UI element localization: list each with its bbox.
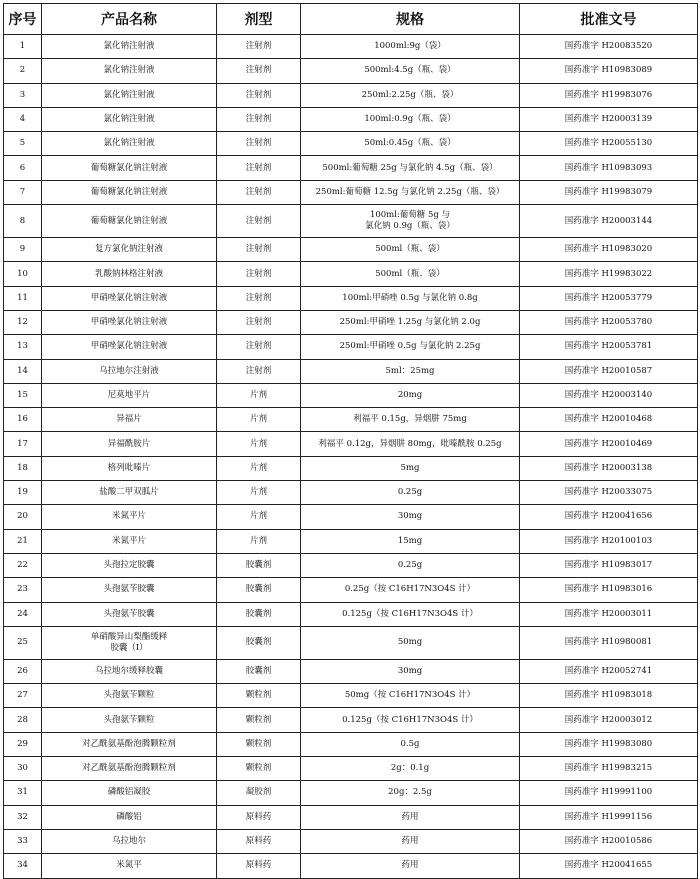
cell-approval-number: 国药准字 H10983020	[520, 238, 698, 262]
cell-specification: 5ml：25mg	[301, 359, 520, 383]
cell-product-name: 葡萄糖氯化钠注射液	[42, 156, 217, 180]
cell-specification: 利福平 0.15g，异烟肼 75mg	[301, 408, 520, 432]
cell-serial-number: 23	[4, 578, 42, 602]
cell-approval-number: 国药准字 H19983076	[520, 83, 698, 107]
cell-specification: 50mg	[301, 626, 520, 659]
cell-product-name: 异福片	[42, 408, 217, 432]
cell-approval-number: 国药准字 H10983017	[520, 553, 698, 577]
cell-specification: 5mg	[301, 456, 520, 480]
cell-approval-number: 国药准字 H10980081	[520, 626, 698, 659]
cell-product-name: 氯化钠注射液	[42, 59, 217, 83]
cell-dosage-form: 胶囊剂	[217, 553, 301, 577]
cell-product-name: 复方氯化钠注射液	[42, 238, 217, 262]
cell-specification: 30mg	[301, 659, 520, 683]
cell-serial-number: 2	[4, 59, 42, 83]
table-row	[4, 408, 698, 432]
cell-specification: 500ml（瓶、袋）	[301, 262, 520, 286]
cell-specification: 药用	[301, 829, 520, 853]
cell-approval-number: 国药准字 H20041655	[520, 854, 698, 878]
table-row	[4, 59, 698, 83]
cell-specification: 0.25g	[301, 481, 520, 505]
cell-serial-number: 15	[4, 383, 42, 407]
cell-serial-number: 12	[4, 310, 42, 334]
cell-product-name: 头孢氨苄颗粒	[42, 684, 217, 708]
table-row	[4, 238, 698, 262]
header-dosage-form: 剂型	[217, 4, 301, 35]
table-row	[4, 505, 698, 529]
cell-product-name: 磷酸铝	[42, 805, 217, 829]
cell-serial-number: 7	[4, 180, 42, 204]
cell-dosage-form: 片剂	[217, 456, 301, 480]
cell-specification: 0.25g（按 C16H17N3O4S 计）	[301, 578, 520, 602]
table-row	[4, 83, 698, 107]
cell-product-name: 乌拉地尔缓释胶囊	[42, 659, 217, 683]
cell-product-name: 氯化钠注射液	[42, 35, 217, 59]
cell-specification: 利福平 0.12g，异烟肼 80mg，吡嗪酰胺 0.25g	[301, 432, 520, 456]
table-row	[4, 35, 698, 59]
cell-dosage-form: 注射剂	[217, 238, 301, 262]
cell-specification: 100ml:0.9g（瓶、袋）	[301, 107, 520, 131]
cell-serial-number: 18	[4, 456, 42, 480]
cell-serial-number: 5	[4, 132, 42, 156]
cell-specification: 50mg（按 C16H17N3O4S 计）	[301, 684, 520, 708]
cell-dosage-form: 注射剂	[217, 310, 301, 334]
table-row	[4, 757, 698, 781]
cell-specification: 500ml:葡萄糖 25g 与氯化钠 4.5g（瓶、袋）	[301, 156, 520, 180]
cell-serial-number: 14	[4, 359, 42, 383]
cell-serial-number: 32	[4, 805, 42, 829]
cell-approval-number: 国药准字 H20003139	[520, 107, 698, 131]
cell-specification: 2g：0.1g	[301, 757, 520, 781]
cell-specification: 0.25g	[301, 553, 520, 577]
cell-dosage-form: 颗粒剂	[217, 757, 301, 781]
cell-serial-number: 31	[4, 781, 42, 805]
header-serial-number: 序号	[4, 4, 42, 35]
table-row	[4, 432, 698, 456]
cell-serial-number: 26	[4, 659, 42, 683]
cell-specification: 500ml（瓶、袋）	[301, 238, 520, 262]
cell-serial-number: 3	[4, 83, 42, 107]
cell-specification: 0.125g（按 C16H17N3O4S 计）	[301, 708, 520, 732]
cell-serial-number: 16	[4, 408, 42, 432]
cell-dosage-form: 注射剂	[217, 262, 301, 286]
cell-dosage-form: 胶囊剂	[217, 659, 301, 683]
cell-specification: 20mg	[301, 383, 520, 407]
cell-approval-number: 国药准字 H20053781	[520, 335, 698, 359]
cell-approval-number: 国药准字 H20010468	[520, 408, 698, 432]
cell-serial-number: 17	[4, 432, 42, 456]
header-specification: 规格	[301, 4, 520, 35]
table-row	[4, 708, 698, 732]
table-row	[4, 854, 698, 878]
header-approval-number: 批准文号	[520, 4, 698, 35]
cell-serial-number: 30	[4, 757, 42, 781]
cell-approval-number: 国药准字 H20003011	[520, 602, 698, 626]
table-header-row	[4, 4, 698, 35]
cell-serial-number: 4	[4, 107, 42, 131]
cell-product-name: 米氮平片	[42, 529, 217, 553]
cell-dosage-form: 凝胶剂	[217, 781, 301, 805]
cell-dosage-form: 片剂	[217, 383, 301, 407]
cell-specification: 1000ml:9g（袋）	[301, 35, 520, 59]
cell-product-name: 乌拉地尔注射液	[42, 359, 217, 383]
cell-serial-number: 29	[4, 732, 42, 756]
table-row	[4, 180, 698, 204]
cell-serial-number: 22	[4, 553, 42, 577]
cell-specification: 100ml:甲硝唑 0.5g 与氯化钠 0.8g	[301, 286, 520, 310]
header-product-name: 产品名称	[42, 4, 217, 35]
cell-product-name: 米氮平	[42, 854, 217, 878]
cell-specification: 30mg	[301, 505, 520, 529]
cell-specification: 50ml:0.45g（瓶、袋）	[301, 132, 520, 156]
cell-dosage-form: 原料药	[217, 854, 301, 878]
cell-dosage-form: 原料药	[217, 829, 301, 853]
cell-dosage-form: 片剂	[217, 432, 301, 456]
cell-product-name: 氯化钠注射液	[42, 83, 217, 107]
table-row	[4, 805, 698, 829]
cell-product-name: 甲硝唑氯化钠注射液	[42, 286, 217, 310]
cell-approval-number: 国药准字 H10983018	[520, 684, 698, 708]
cell-approval-number: 国药准字 H20053780	[520, 310, 698, 334]
cell-product-name: 头孢氨苄颗粒	[42, 708, 217, 732]
cell-product-name: 乳酸钠林格注射液	[42, 262, 217, 286]
cell-approval-number: 国药准字 H20052741	[520, 659, 698, 683]
cell-dosage-form: 胶囊剂	[217, 578, 301, 602]
cell-approval-number: 国药准字 H20010586	[520, 829, 698, 853]
table-row	[4, 602, 698, 626]
cell-specification: 250ml:2.25g（瓶、袋）	[301, 83, 520, 107]
cell-approval-number: 国药准字 H20003140	[520, 383, 698, 407]
table-body	[4, 35, 698, 879]
cell-dosage-form: 注射剂	[217, 132, 301, 156]
cell-approval-number: 国药准字 H20053779	[520, 286, 698, 310]
cell-approval-number: 国药准字 H20100103	[520, 529, 698, 553]
cell-serial-number: 9	[4, 238, 42, 262]
cell-specification: 250ml:甲硝唑 0.5g 与氯化钠 2.25g	[301, 335, 520, 359]
table-row	[4, 829, 698, 853]
cell-dosage-form: 注射剂	[217, 35, 301, 59]
cell-specification: 20g：2.5g	[301, 781, 520, 805]
cell-approval-number: 国药准字 H19983080	[520, 732, 698, 756]
cell-dosage-form: 片剂	[217, 529, 301, 553]
table-row	[4, 286, 698, 310]
cell-dosage-form: 注射剂	[217, 286, 301, 310]
cell-product-name: 甲硝唑氯化钠注射液	[42, 335, 217, 359]
cell-specification: 0.125g（按 C16H17N3O4S 计）	[301, 602, 520, 626]
cell-specification: 药用	[301, 854, 520, 878]
cell-serial-number: 19	[4, 481, 42, 505]
cell-dosage-form: 颗粒剂	[217, 732, 301, 756]
cell-serial-number: 13	[4, 335, 42, 359]
table-row	[4, 553, 698, 577]
table-row	[4, 310, 698, 334]
cell-dosage-form: 注射剂	[217, 156, 301, 180]
cell-serial-number: 34	[4, 854, 42, 878]
cell-serial-number: 1	[4, 35, 42, 59]
table-row	[4, 659, 698, 683]
table-row	[4, 732, 698, 756]
cell-serial-number: 8	[4, 205, 42, 238]
cell-approval-number: 国药准字 H20033075	[520, 481, 698, 505]
cell-serial-number: 27	[4, 684, 42, 708]
cell-product-name: 对乙酰氨基酚泡腾颗粒剂	[42, 732, 217, 756]
cell-product-name: 乌拉地尔	[42, 829, 217, 853]
cell-approval-number: 国药准字 H19991100	[520, 781, 698, 805]
cell-product-name: 氯化钠注射液	[42, 107, 217, 131]
cell-dosage-form: 片剂	[217, 505, 301, 529]
cell-approval-number: 国药准字 H20083520	[520, 35, 698, 59]
cell-product-name: 单硝酸异山梨酯缓释 胶囊（Ⅰ）	[42, 626, 217, 659]
cell-dosage-form: 注射剂	[217, 335, 301, 359]
cell-product-name: 格列吡嗪片	[42, 456, 217, 480]
cell-dosage-form: 注射剂	[217, 359, 301, 383]
table-row	[4, 456, 698, 480]
cell-product-name: 磷酸铝凝胶	[42, 781, 217, 805]
table-row	[4, 205, 698, 238]
cell-approval-number: 国药准字 H20003138	[520, 456, 698, 480]
cell-dosage-form: 注射剂	[217, 107, 301, 131]
cell-product-name: 葡萄糖氯化钠注射液	[42, 205, 217, 238]
cell-serial-number: 25	[4, 626, 42, 659]
cell-dosage-form: 注射剂	[217, 180, 301, 204]
cell-serial-number: 6	[4, 156, 42, 180]
cell-dosage-form: 胶囊剂	[217, 626, 301, 659]
cell-product-name: 头孢拉定胶囊	[42, 553, 217, 577]
cell-specification: 250ml:葡萄糖 12.5g 与氯化钠 2.25g（瓶、袋）	[301, 180, 520, 204]
table-row	[4, 578, 698, 602]
cell-dosage-form: 注射剂	[217, 59, 301, 83]
cell-serial-number: 24	[4, 602, 42, 626]
table-row	[4, 132, 698, 156]
table-row	[4, 481, 698, 505]
cell-product-name: 对乙酰氨基酚泡腾颗粒剂	[42, 757, 217, 781]
cell-dosage-form: 颗粒剂	[217, 708, 301, 732]
cell-approval-number: 国药准字 H20003144	[520, 205, 698, 238]
cell-dosage-form: 原料药	[217, 805, 301, 829]
cell-specification: 100ml:葡萄糖 5g 与 氯化钠 0.9g（瓶、袋）	[301, 205, 520, 238]
table-row	[4, 529, 698, 553]
table-row	[4, 383, 698, 407]
product-approval-table-container	[3, 3, 697, 879]
cell-specification: 500ml:4.5g（瓶、袋）	[301, 59, 520, 83]
cell-approval-number: 国药准字 H20055130	[520, 132, 698, 156]
cell-specification: 药用	[301, 805, 520, 829]
cell-approval-number: 国药准字 H19991156	[520, 805, 698, 829]
cell-product-name: 头孢氨苄胶囊	[42, 602, 217, 626]
cell-dosage-form: 颗粒剂	[217, 684, 301, 708]
cell-specification: 0.5g	[301, 732, 520, 756]
cell-approval-number: 国药准字 H19983079	[520, 180, 698, 204]
cell-serial-number: 21	[4, 529, 42, 553]
cell-approval-number: 国药准字 H19983215	[520, 757, 698, 781]
cell-approval-number: 国药准字 H20010469	[520, 432, 698, 456]
table-row	[4, 359, 698, 383]
product-approval-table	[3, 3, 698, 879]
cell-approval-number: 国药准字 H10983093	[520, 156, 698, 180]
table-row	[4, 626, 698, 659]
cell-approval-number: 国药准字 H19983022	[520, 262, 698, 286]
cell-serial-number: 11	[4, 286, 42, 310]
cell-product-name: 葡萄糖氯化钠注射液	[42, 180, 217, 204]
table-row	[4, 684, 698, 708]
cell-serial-number: 33	[4, 829, 42, 853]
cell-approval-number: 国药准字 H10983089	[520, 59, 698, 83]
cell-specification: 15mg	[301, 529, 520, 553]
cell-approval-number: 国药准字 H20003012	[520, 708, 698, 732]
cell-approval-number: 国药准字 H10983016	[520, 578, 698, 602]
cell-dosage-form: 片剂	[217, 481, 301, 505]
cell-specification: 250ml:甲硝唑 1.25g 与氯化钠 2.0g	[301, 310, 520, 334]
cell-serial-number: 10	[4, 262, 42, 286]
cell-product-name: 米氮平片	[42, 505, 217, 529]
cell-dosage-form: 胶囊剂	[217, 602, 301, 626]
table-row	[4, 107, 698, 131]
cell-approval-number: 国药准字 H20010587	[520, 359, 698, 383]
cell-dosage-form: 片剂	[217, 408, 301, 432]
cell-product-name: 甲硝唑氯化钠注射液	[42, 310, 217, 334]
cell-product-name: 盐酸二甲双胍片	[42, 481, 217, 505]
table-row	[4, 156, 698, 180]
cell-dosage-form: 注射剂	[217, 205, 301, 238]
table-row	[4, 335, 698, 359]
table-row	[4, 262, 698, 286]
cell-product-name: 氯化钠注射液	[42, 132, 217, 156]
cell-product-name: 头孢氨苄胶囊	[42, 578, 217, 602]
table-row	[4, 781, 698, 805]
cell-dosage-form: 注射剂	[217, 83, 301, 107]
cell-serial-number: 28	[4, 708, 42, 732]
cell-serial-number: 20	[4, 505, 42, 529]
cell-product-name: 异福酰胺片	[42, 432, 217, 456]
cell-approval-number: 国药准字 H20041656	[520, 505, 698, 529]
cell-product-name: 尼莫地平片	[42, 383, 217, 407]
